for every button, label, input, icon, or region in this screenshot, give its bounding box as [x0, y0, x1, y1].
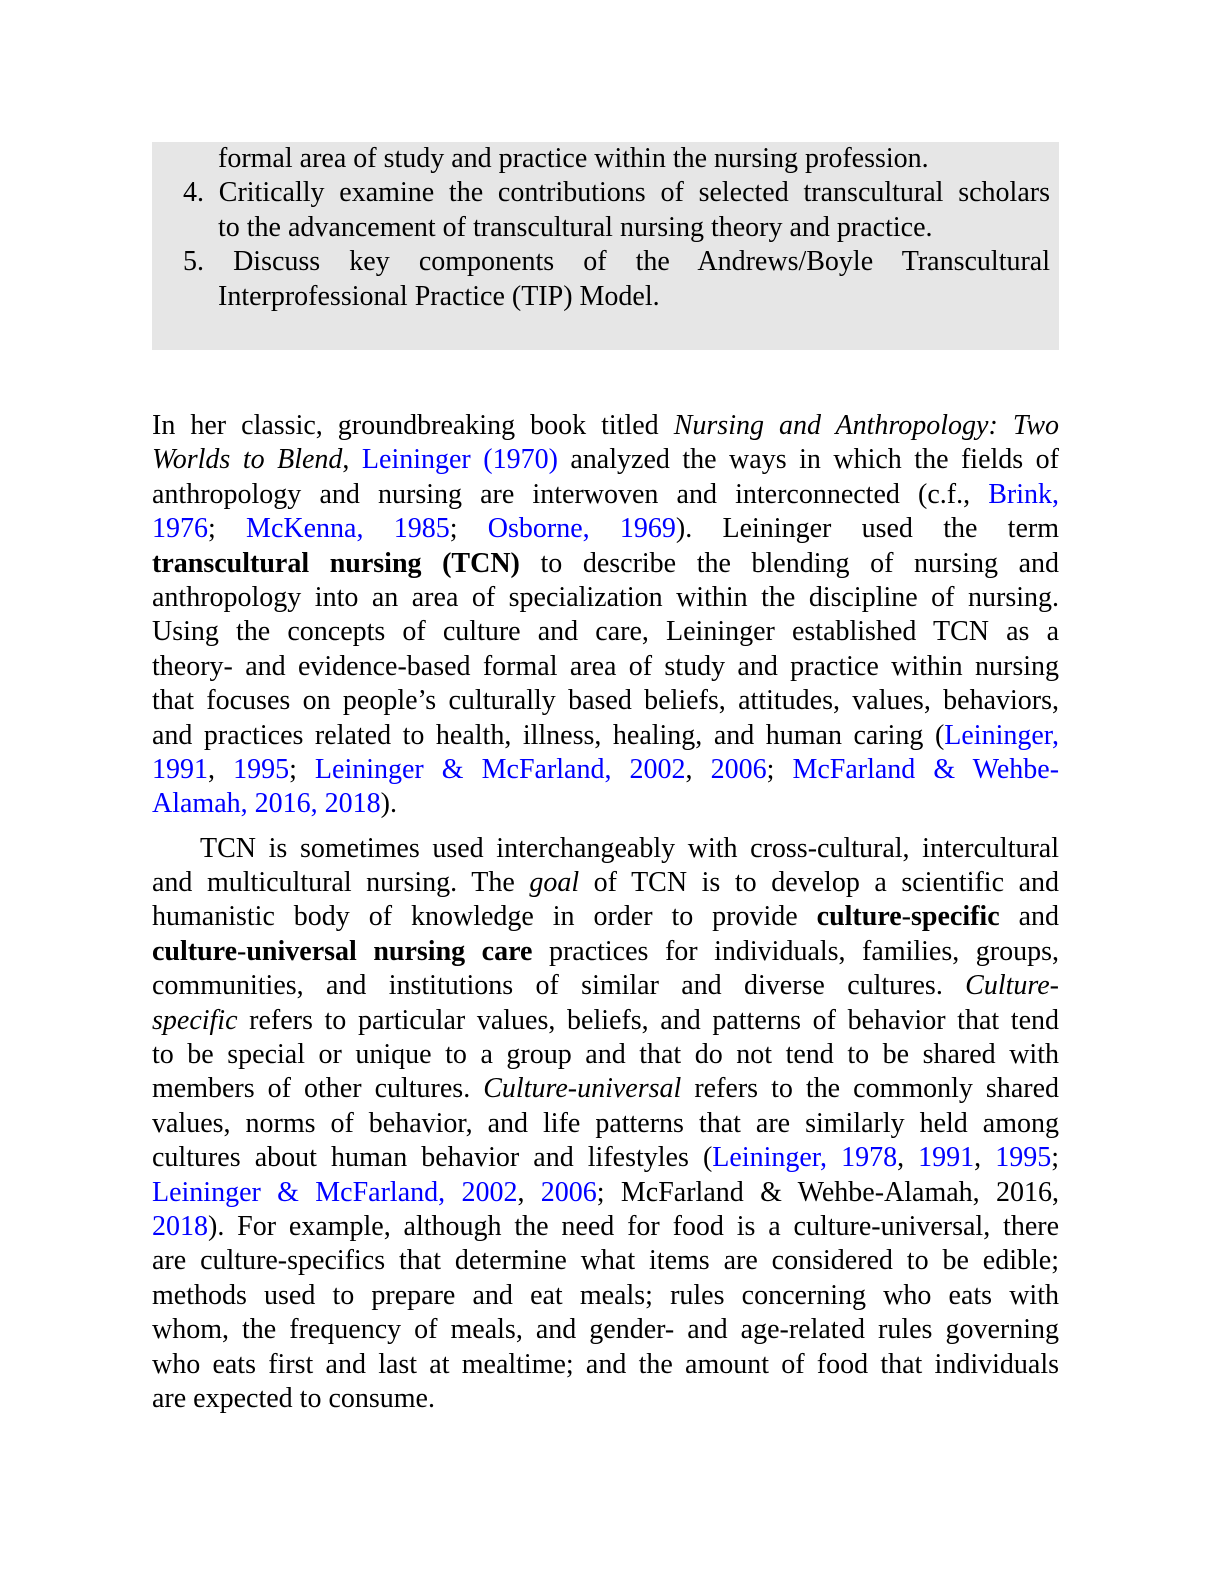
text-run: and practices related to health, illness, healing, and human caring (	[152, 719, 945, 751]
objective-line	[152, 245, 1059, 279]
text-run: ; McFarland & Wehbe-Alamah, 2016,	[596, 1176, 1059, 1208]
text-run: -	[237, 935, 247, 967]
learning-objectives-box	[152, 142, 1059, 350]
text-run: humanistic body of knowledge in order to provide	[152, 901, 817, 933]
text-run: Using the concepts of culture and care, Leininger established TCN as a	[152, 616, 1059, 648]
text-line	[152, 969, 1059, 1003]
text-run: ,	[342, 444, 362, 476]
objective-line	[152, 176, 1059, 210]
citation-link[interactable]: Brink,	[988, 478, 1059, 510]
text-line	[152, 1176, 1059, 1210]
text-run: ). For example, although the need for food is a culture-universal, there	[208, 1210, 1059, 1242]
text-line	[152, 1107, 1059, 1141]
text-line	[152, 443, 1059, 477]
italic-text: Nursing and Anthropology: Two	[673, 410, 1059, 441]
text-line	[152, 753, 1059, 787]
text-line	[152, 478, 1059, 512]
text-line	[152, 1210, 1059, 1244]
italic-text: Worlds to Blend	[152, 444, 343, 476]
text-line	[152, 1038, 1059, 1072]
text-run: of TCN is to develop a scientific and	[579, 867, 1059, 899]
text-run: theory- and evidence-based formal area of study and practice within nursing	[152, 650, 1059, 682]
text-run: ;	[766, 753, 793, 785]
text-line	[152, 581, 1059, 615]
text-line	[152, 615, 1059, 649]
text-run: and	[999, 901, 1059, 933]
objective-line	[152, 142, 1059, 176]
text-run: ,	[685, 753, 711, 785]
paragraph	[152, 409, 1059, 822]
objective-line	[152, 211, 1059, 245]
text-run: members of other cultures.	[152, 1073, 484, 1105]
text-line	[152, 1382, 1059, 1416]
text-run: anthropology and nursing are interwoven and interconnected (c.f.,	[152, 478, 989, 510]
italic-text: Culture-universal	[483, 1073, 682, 1105]
text-line	[152, 935, 1059, 969]
citation-link[interactable]: Osborne, 1969	[487, 513, 676, 545]
text-run: ;	[208, 513, 247, 545]
text-run: to describe the blending of nursing and	[519, 547, 1059, 579]
text-line	[152, 900, 1059, 934]
text-line	[152, 512, 1059, 546]
text-run: and multicultural nursing. The	[152, 867, 530, 899]
citation-link[interactable]: 1991	[918, 1142, 975, 1174]
bold-term: culture	[152, 935, 238, 967]
text-line	[152, 650, 1059, 684]
citation-link[interactable]: 1991	[152, 753, 208, 785]
text-run: ). Leininger used the term	[675, 513, 1059, 545]
citation-link[interactable]: Leininger & McFarland, 2002	[152, 1176, 518, 1208]
text-run: -	[901, 901, 911, 933]
text-run: 5. Discuss key components of the Andrews/Boyle Transcultural	[183, 246, 1050, 278]
text-run: practices for individuals, families, groups,	[532, 935, 1059, 967]
text-line	[152, 1072, 1059, 1106]
text-run: ;	[449, 513, 488, 545]
text-line	[152, 866, 1059, 900]
text-line	[152, 684, 1059, 718]
text-line	[152, 1313, 1059, 1347]
text-line	[152, 409, 1059, 443]
text-run: ,	[974, 1142, 996, 1174]
text-run: methods used to prepare and eat meals; rules concerning who eats with	[152, 1279, 1059, 1311]
citation-link[interactable]: 2006	[540, 1176, 597, 1208]
text-run: TCN is sometimes used interchangeably with cross-cultural, intercultural	[200, 832, 1059, 864]
bold-term: transcultural nursing (TCN)	[152, 547, 520, 579]
italic-text: goal	[529, 867, 580, 899]
text-run: ).	[380, 788, 397, 820]
text-run: whom, the frequency of meals, and gender- and age-related rules governing	[152, 1314, 1059, 1346]
text-run: anthropology into an area of specialization within the discipline of nursing.	[152, 581, 1059, 613]
text-line	[152, 1348, 1059, 1382]
text-run: are expected to consume.	[152, 1382, 435, 1414]
text-line	[152, 1141, 1059, 1175]
text-run: ,	[517, 1176, 541, 1208]
text-line	[152, 1004, 1059, 1038]
text-run: ;	[1051, 1142, 1060, 1174]
text-line	[152, 1279, 1059, 1313]
text-run: ,	[208, 753, 234, 785]
bold-term: specific	[911, 901, 1000, 933]
bold-term: culture	[816, 901, 902, 933]
text-run: who eats first and last at mealtime; and the amount of food that individuals	[152, 1348, 1059, 1380]
citation-link[interactable]: 2018	[152, 1210, 208, 1242]
paragraph	[152, 832, 1059, 1417]
citation-link[interactable]: Leininger (1970)	[361, 444, 558, 476]
text-line	[152, 719, 1059, 753]
citation-link[interactable]: 1995	[995, 1142, 1052, 1174]
text-run: formal area of study and practice within the nursing profession.	[218, 143, 929, 174]
citation-link[interactable]: McKenna, 1985	[246, 513, 450, 545]
text-run: ,	[897, 1142, 919, 1174]
objective-line	[152, 280, 1059, 314]
italic-text: specific	[152, 1004, 238, 1036]
text-run: to the advancement of transcultural nursing theory and practice.	[218, 211, 933, 243]
bold-term: universal nursing care	[246, 935, 533, 967]
text-run: are culture-specifics that determine what items are considered to be edible;	[152, 1245, 1059, 1277]
text-run: communities, and institutions of similar and diverse cultures.	[152, 970, 966, 1002]
text-line	[152, 547, 1059, 581]
text-run: In her classic, groundbreaking book titled	[152, 410, 674, 441]
citation-link[interactable]: Alamah, 2016, 2018	[152, 788, 381, 820]
citation-link[interactable]: Leininger, 1978	[712, 1142, 898, 1174]
citation-link[interactable]: 2006	[710, 753, 767, 785]
text-run: refers to the commonly shared	[681, 1073, 1060, 1105]
italic-text: Culture-	[965, 970, 1059, 1002]
text-line	[152, 832, 1059, 866]
text-run: ;	[289, 753, 315, 785]
text-run: to be special or unique to a group and that do not tend to be shared with	[152, 1039, 1059, 1071]
citation-link[interactable]: 1976	[152, 513, 208, 545]
citation-link[interactable]: 1995	[233, 753, 290, 785]
citation-link[interactable]: Leininger,	[944, 719, 1059, 751]
text-line	[152, 1244, 1059, 1278]
citation-link[interactable]: McFarland & Wehbe-	[792, 753, 1060, 785]
text-run: that focuses on people’s culturally based beliefs, attitudes, values, behaviors,	[152, 685, 1059, 717]
text-run: 4. Critically examine the contributions of selected transcultural scholars	[183, 177, 1050, 209]
text-run: Interprofessional Practice (TIP) Model.	[218, 280, 660, 312]
text-run: refers to particular values, beliefs, and patterns of behavior that tend	[237, 1004, 1059, 1036]
text-line	[152, 787, 1059, 821]
citation-link[interactable]: Leininger & McFarland, 2002	[314, 753, 686, 785]
body-text	[152, 409, 1059, 1416]
text-run: analyzed the ways in which the fields of	[557, 444, 1060, 476]
text-run: values, norms of behavior, and life patterns that are similarly held among	[152, 1107, 1059, 1139]
text-run: cultures about human behavior and lifestyles (	[152, 1142, 713, 1174]
